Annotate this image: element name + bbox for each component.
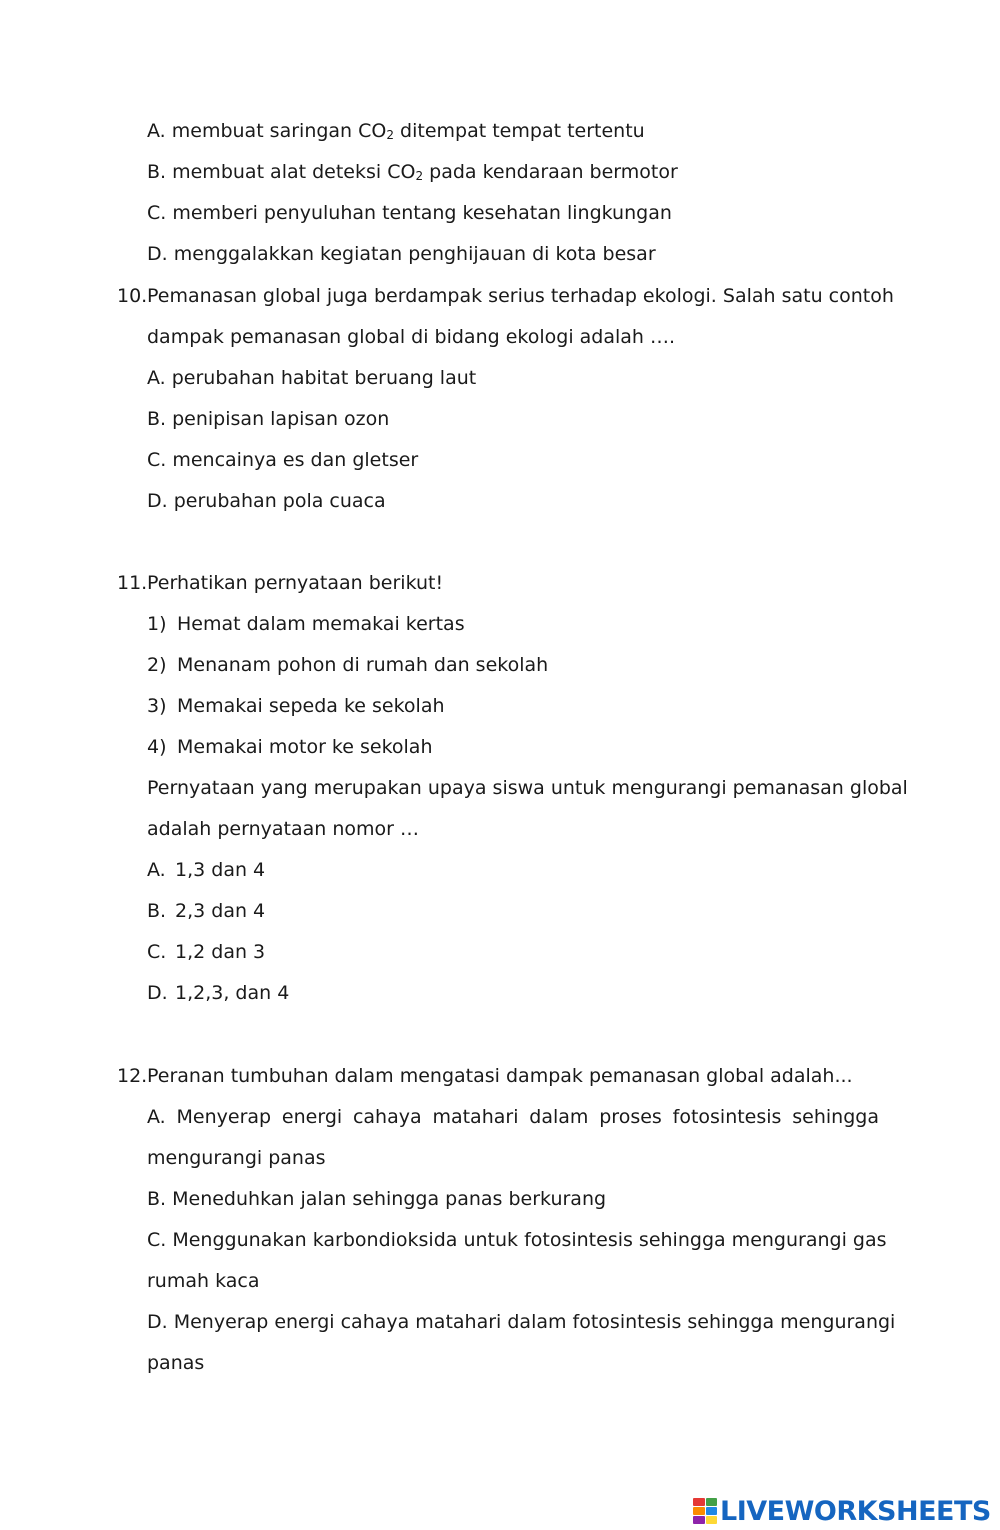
q10-option-d: D. perubahan pola cuaca (147, 490, 386, 512)
q11-statement-4: 4) Memakai motor ke sekolah (147, 736, 433, 758)
q12-question: Peranan tumbuhan dalam mengatasi dampak pemanasan global adalah... (147, 1065, 853, 1087)
q12-option-c-line1: C. Menggunakan karbondioksida untuk fotosintesis sehingga mengurangi gas (147, 1229, 887, 1251)
q12-option-c-line2: rumah kaca (147, 1270, 260, 1292)
logo-tile (706, 1516, 718, 1524)
logo-tile (706, 1498, 718, 1506)
q11-option-d: D. 1,2,3, dan 4 (147, 982, 290, 1004)
q11-statement-2: 2) Menanam pohon di rumah dan sekolah (147, 654, 549, 676)
q9-option-b: B. membuat alat deteksi $CO_2$ pada kendaraan bermotor (147, 161, 678, 183)
q11-option-b: B. 2,3 dan 4 (147, 900, 266, 922)
q12-option-b: B. Meneduhkan jalan sehingga panas berkurang (147, 1188, 607, 1210)
q9-option-c: C. memberi penyuluhan tentang kesehatan lingkungan (147, 202, 672, 224)
q10-option-b: B. penipisan lapisan ozon (147, 408, 390, 430)
q11-number: 11. (117, 572, 148, 594)
logo-brand-text: LIVEWORKSHEETS (720, 1495, 991, 1527)
q11-prompt-line1: Pernyataan yang merupakan upaya siswa untuk mengurangi pemanasan global (147, 777, 908, 799)
q9-option-a: A. membuat saringan $CO_2$ ditempat tempat tertentu (147, 120, 645, 142)
q11-prompt-line2: adalah pernyataan nomor … (147, 818, 419, 840)
q12-number: 12. (117, 1065, 148, 1087)
q10-question-line2: dampak pemanasan global di bidang ekologi adalah …. (147, 326, 676, 348)
q11-option-c: C. 1,2 dan 3 (147, 941, 266, 963)
logo-tile (693, 1498, 705, 1506)
q11-question: Perhatikan pernyataan berikut! (147, 572, 444, 594)
q11-option-a: A. 1,3 dan 4 (147, 859, 266, 881)
q12-option-a-line1: A. Menyerap energi cahaya matahari dalam proses fotosintesis sehingga (147, 1106, 879, 1128)
q12-option-d-line1: D. Menyerap energi cahaya matahari dalam fotosintesis sehingga mengurangi (147, 1311, 896, 1333)
q9-option-d: D. menggalakkan kegiatan penghijauan di kota besar (147, 243, 656, 265)
logo-tile (706, 1507, 718, 1515)
q12-option-a-line2: mengurangi panas (147, 1147, 326, 1169)
q10-number: 10. (117, 285, 148, 307)
q11-statement-3: 3) Memakai sepeda ke sekolah (147, 695, 445, 717)
logo-tile (693, 1516, 705, 1524)
q10-option-a: A. perubahan habitat beruang laut (147, 367, 477, 389)
liveworksheets-logo[interactable] (693, 1494, 991, 1528)
q11-statement-1: 1) Hemat dalam memakai kertas (147, 613, 465, 635)
q10-question-line1: Pemanasan global juga berdampak serius terhadap ekologi. Salah satu contoh (147, 285, 894, 307)
q10-option-c: C. mencainya es dan gletser (147, 449, 419, 471)
liveworksheets-logo-icon (693, 1498, 717, 1524)
logo-tile (693, 1507, 705, 1515)
q12-option-d-line2: panas (147, 1352, 205, 1374)
